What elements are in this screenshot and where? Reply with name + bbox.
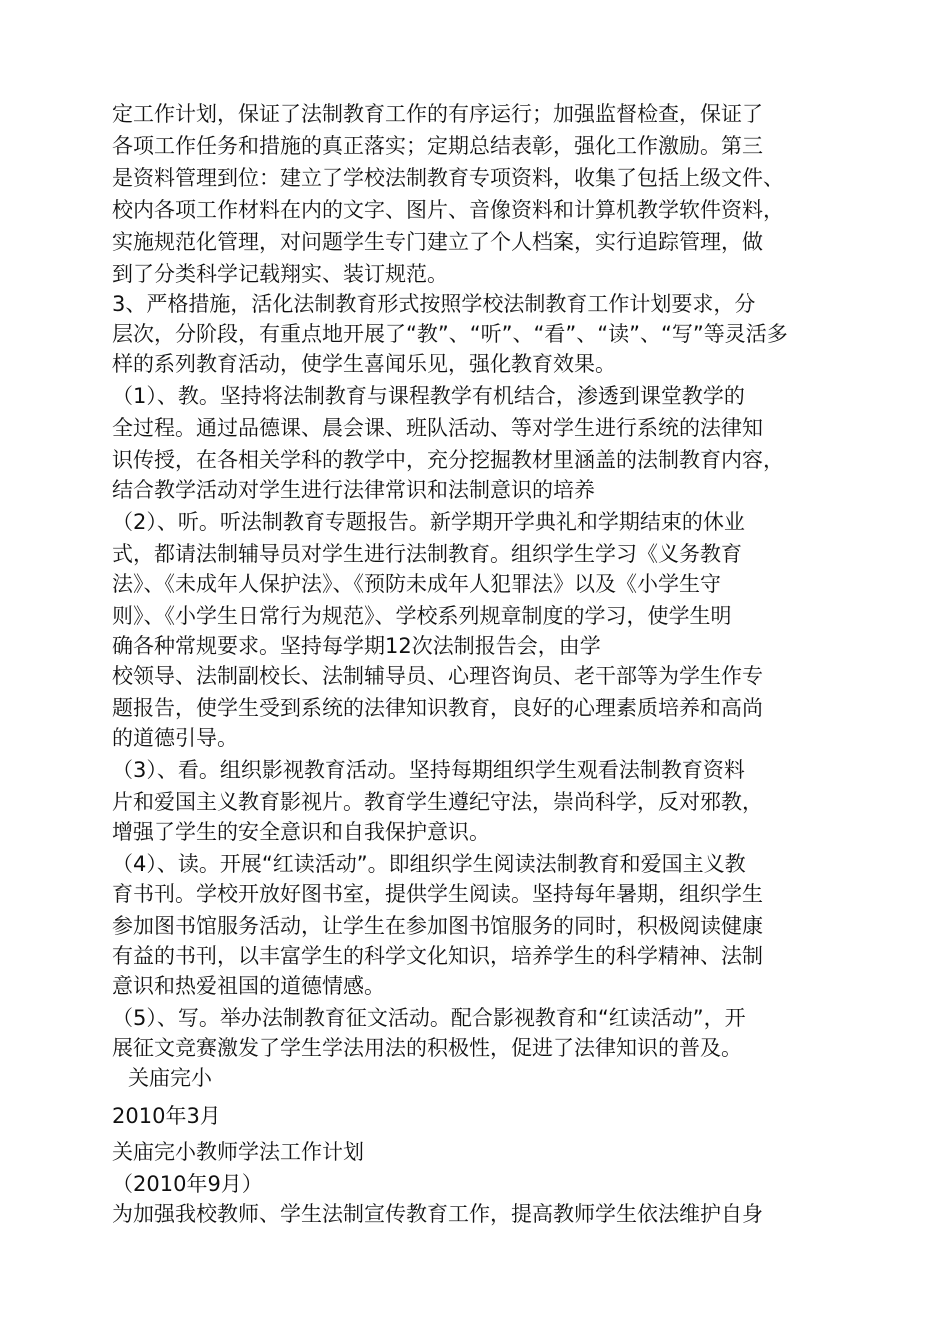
text-line: 参加图书馆服务活动，让学生在参加图书馆服务的同时，积极阅读健康 [112,914,763,938]
signature-school: 关庙完小 [128,1066,212,1090]
text-line: 是资料管理到位：建立了学校法制教育专项资料，收集了包括上级文件、 [112,166,784,190]
text-line: 意识和热爱祖国的道德情感。 [112,974,385,998]
text-line: 3、严格措施，活化法制教育形式按照学校法制教育工作计划要求，分 [112,292,756,316]
text-line: 到了分类科学记载翔实、装订规范。 [112,262,448,286]
text-line: 增强了学生的安全意识和自我保护意识。 [112,820,490,844]
text-line: 式，都请法制辅导员对学生进行法制教育。组织学生学习《义务教育 [112,542,742,566]
text-line: 题报告，使学生受到系统的法律知识教育，良好的心理素质培养和高尚 [112,696,763,720]
text-line: 确各种常规要求。坚持每学期12次法制报告会，由学 [112,634,601,658]
text-line: （2）、听。听法制教育专题报告。新学期开学典礼和学期结束的休业 [112,510,745,534]
text-line: 则》、《小学生日常行为规范》、学校系列规章制度的学习，使学生明 [112,604,732,628]
signature-date: 2010年3月 [112,1104,221,1128]
text-line: （5）、写。举办法制教育征文活动。配合影视教育和“红读活动”，开 [112,1006,746,1030]
section-date: （2010年9月） [112,1172,263,1196]
text-line: 识传授，在各相关学科的教学中，充分挖掘教材里涵盖的法制教育内容， [112,448,784,472]
text-line: 的道德引导。 [112,726,238,750]
text-line: 全过程。通过品德课、晨会课、班队活动、等对学生进行系统的法律知 [112,416,763,440]
text-line: 片和爱国主义教育影视片。教育学生遵纪守法，崇尚科学，反对邪教， [112,790,763,814]
text-line: （1）、教。坚持将法制教育与课程教学有机结合，渗透到课堂教学的 [112,384,745,408]
text-line: 定工作计划，保证了法制教育工作的有序运行；加强监督检查，保证了 [112,102,763,126]
text-line: 样的系列教育活动，使学生喜闻乐见，强化教育效果。 [112,352,616,376]
section-title: 关庙完小教师学法工作计划 [112,1140,364,1164]
text-line: 校内各项工作材料在内的文字、图片、音像资料和计算机教学软件资料， [112,198,784,222]
text-line: （4）、读。开展“红读活动”。即组织学生阅读法制教育和爱国主义教 [112,852,746,876]
text-line: 实施规范化管理，对问题学生专门建立了个人档案，实行追踪管理，做 [112,230,763,254]
text-line: 有益的书刊，以丰富学生的科学文化知识，培养学生的科学精神、法制 [112,944,763,968]
text-line: 校领导、法制副校长、法制辅导员、心理咨询员、老干部等为学生作专 [112,664,763,688]
text-line: 法》、《未成年人保护法》、《预防未成年人犯罪法》以及《小学生守 [112,572,721,596]
text-line: 育书刊。学校开放好图书室，提供学生阅读。坚持每年暑期，组织学生 [112,882,763,906]
text-line: 各项工作任务和措施的真正落实；定期总结表彰，强化工作激励。第三 [112,134,763,158]
text-line: 为加强我校教师、学生法制宣传教育工作，提高教师学生依法维护自身 [112,1202,763,1226]
text-line: 展征文竞赛激发了学生学法用法的积极性，促进了法律知识的普及。 [112,1036,742,1060]
text-line: （3）、看。组织影视教育活动。坚持每期组织学生观看法制教育资料 [112,758,745,782]
text-line: 结合教学活动对学生进行法律常识和法制意识的培养 [112,478,595,502]
text-line: 层次，分阶段，有重点地开展了“教”、“听”、“看”、“读”、“写”等灵活多 [112,322,788,346]
